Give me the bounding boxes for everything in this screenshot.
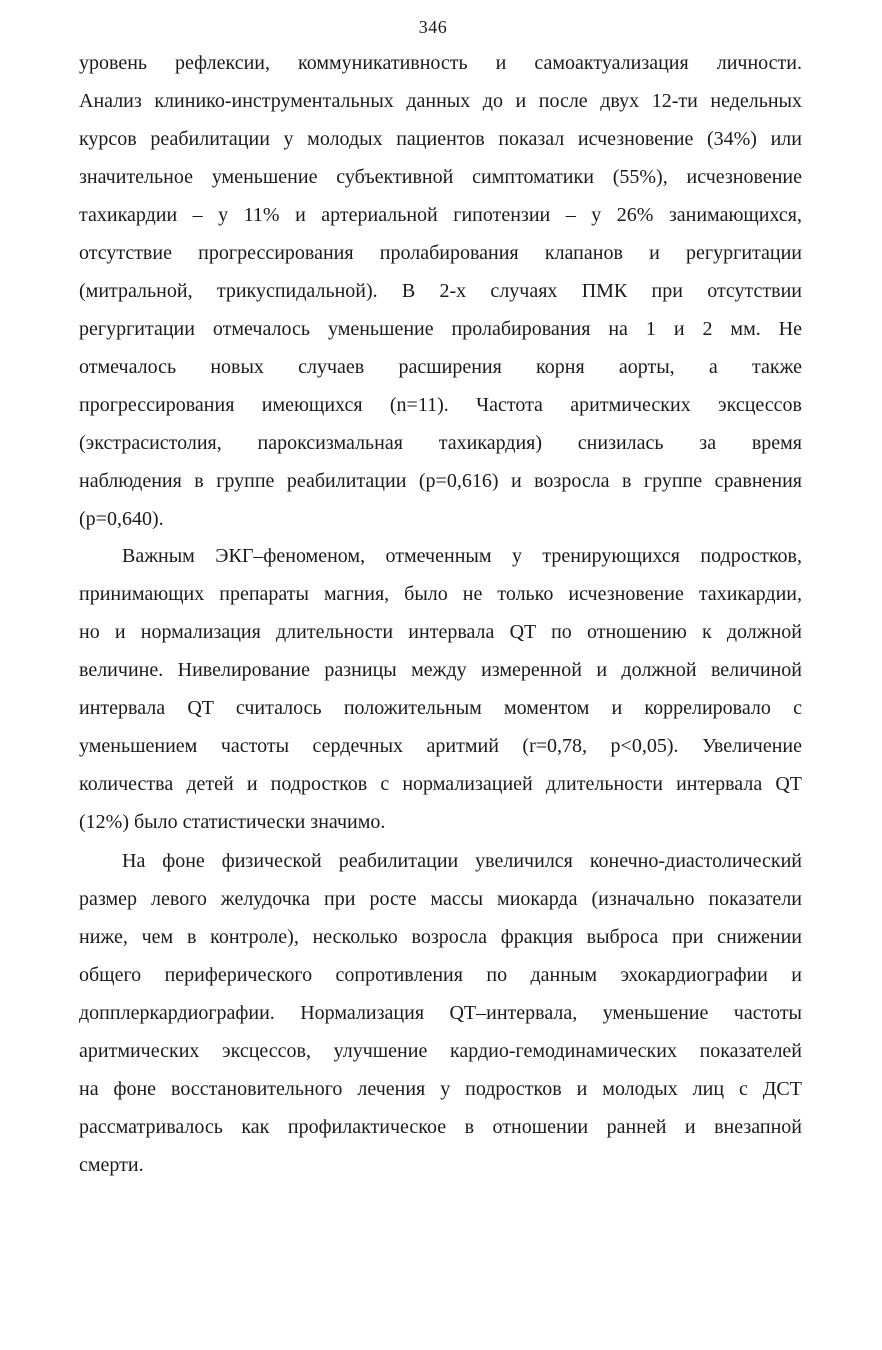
text-line: смерти. <box>79 1154 144 1176</box>
text-line: курсов реабилитации у молодых пациентов показал исчезновение (34%) или <box>79 128 802 150</box>
text-line: (p=0,640). <box>79 508 164 530</box>
text-line: отсутствие прогрессирования пролабирования клапанов и регургитации <box>79 242 802 264</box>
paragraph-2 <box>79 537 802 841</box>
text-line: количества детей и подростков с нормализацией длительности интервала QT <box>79 773 802 795</box>
text-line: допплеркардиографии. Нормализация QT–интервала, уменьшение частоты <box>79 1002 802 1024</box>
text-line: размер левого желудочка при росте массы миокарда (изначально показатели <box>79 888 802 910</box>
text-line: интервала QT считалось положительным моментом и коррелировало с <box>79 697 802 719</box>
text-line: (экстрасистолия, пароксизмальная тахикардия) снизилась за время <box>79 432 802 454</box>
text-line: рассматривалось как профилактическое в отношении ранней и внезапной <box>79 1116 802 1138</box>
text-line: (12%) было статистически значимо. <box>79 811 386 833</box>
text-line: тахикардии – у 11% и артериальной гипотензии – у 26% занимающихся, <box>79 204 802 226</box>
text-line: значительное уменьшение субъективной симптоматики (55%), исчезновение <box>79 166 802 188</box>
text-line: (митральной, трикуспидальной). В 2-х случаях ПМК при отсутствии <box>79 280 802 302</box>
text-line: На фоне физической реабилитации увеличился конечно-диастолический <box>122 850 802 872</box>
text-line: уменьшением частоты сердечных аритмий (r=0,78, p<0,05). Увеличение <box>79 735 802 757</box>
text-line: наблюдения в группе реабилитации (p=0,616) и возросла в группе сравнения <box>79 470 802 492</box>
page-number: 346 <box>418 17 448 37</box>
text-line: Анализ клинико-инструментальных данных до и после двух 12-ти недельных <box>79 90 802 112</box>
paragraph-1 <box>79 44 802 538</box>
text-line: прогрессирования имеющихся (n=11). Частота аритмических эксцессов <box>79 394 802 416</box>
text-line: но и нормализация длительности интервала QT по отношению к должной <box>79 621 802 643</box>
text-line: регургитации отмечалось уменьшение пролабирования на 1 и 2 мм. Не <box>79 318 802 340</box>
paragraph-3 <box>79 842 802 1184</box>
text-line: аритмических эксцессов, улучшение кардио-гемодинамических показателей <box>79 1040 802 1062</box>
text-line: принимающих препараты магния, было не только исчезновение тахикардии, <box>79 583 802 605</box>
text-line: величине. Нивелирование разницы между измеренной и должной величиной <box>79 659 802 681</box>
text-line: уровень рефлексии, коммуникативность и самоактуализация личности. <box>79 52 802 74</box>
text-line: отмечалось новых случаев расширения корня аорты, а также <box>79 356 802 378</box>
text-line: общего периферического сопротивления по данным эхокардиографии и <box>79 964 802 986</box>
text-line: Важным ЭКГ–феноменом, отмеченным у тренирующихся подростков, <box>122 545 802 567</box>
text-line: на фоне восстановительного лечения у подростков и молодых лиц с ДСТ <box>79 1078 802 1100</box>
text-line: ниже, чем в контроле), несколько возросла фракция выброса при снижении <box>79 926 802 948</box>
